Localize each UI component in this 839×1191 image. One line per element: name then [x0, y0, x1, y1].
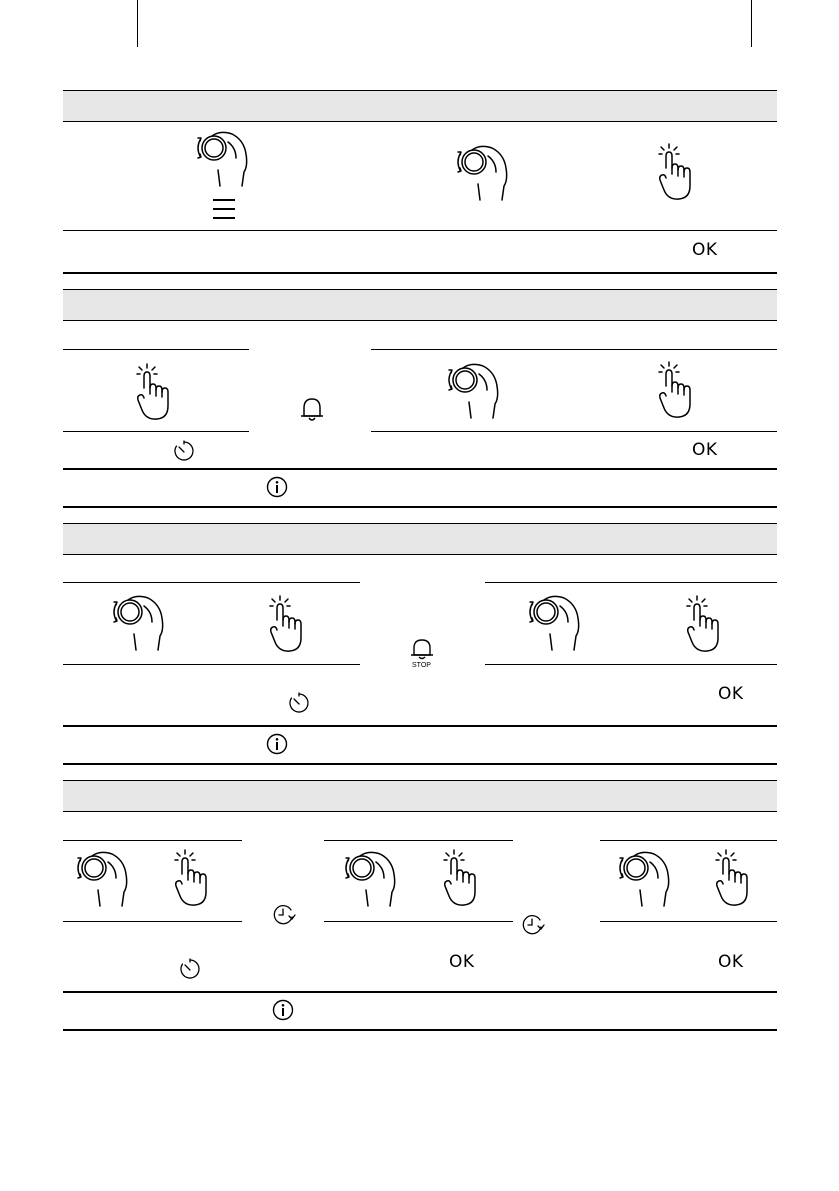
crop-mark-right: [751, 0, 752, 47]
section-2-row-rule: [371, 349, 777, 350]
menu-icon: [212, 198, 236, 220]
clock-forward-icon: [272, 904, 296, 926]
section-4-rule: [63, 991, 777, 993]
hand-turning-knob-icon: [72, 846, 132, 908]
hand-turning-knob-icon: [614, 846, 674, 908]
hand-press-icon: [263, 596, 311, 654]
hand-press-icon: [652, 362, 700, 420]
hand-press-icon: [680, 596, 728, 654]
hand-press-icon: [652, 144, 700, 202]
section-2-rule: [63, 468, 777, 470]
hand-turning-knob-icon: [524, 590, 584, 652]
ok-button-label: OK: [449, 952, 475, 972]
info-icon: [266, 476, 288, 498]
info-icon: [266, 733, 288, 755]
section-1-bottom-rule: [63, 272, 777, 274]
section-1-divider: [63, 230, 777, 231]
timer-icon: [288, 692, 310, 714]
section-2-header: [63, 289, 777, 321]
section-3-row-rule: [63, 582, 360, 583]
section-4-row-rule: [63, 840, 242, 841]
section-3-header: [63, 523, 777, 555]
timer-icon: [173, 440, 195, 462]
ok-button-label: OK: [692, 440, 718, 460]
hand-turning-knob-icon: [192, 126, 252, 188]
section-4-icon-row-bottom: [324, 921, 513, 922]
hand-turning-knob-icon: [108, 590, 168, 652]
section-2-row-rule: [63, 349, 249, 350]
section-4-row-rule: [600, 840, 777, 841]
hand-turning-knob-icon: [340, 846, 400, 908]
crop-mark-left: [137, 0, 138, 47]
section-2-icon-row-bottom: [63, 431, 249, 432]
hand-press-icon: [130, 364, 178, 422]
section-3-icon-row-bottom: [63, 664, 360, 665]
timer-icon: [179, 958, 201, 980]
section-2-icon-row-bottom: [371, 431, 777, 432]
hand-turning-knob-icon: [452, 140, 512, 202]
section-3-bottom-rule: [63, 763, 777, 765]
section-4-row-rule: [324, 840, 513, 841]
ok-button-label: OK: [718, 952, 744, 972]
hand-press-icon: [437, 850, 485, 908]
section-4-bottom-rule: [63, 1029, 777, 1031]
section-2-bottom-rule: [63, 506, 777, 508]
section-4-header: [63, 780, 777, 812]
ok-button-label: OK: [718, 684, 744, 704]
info-icon: [272, 999, 294, 1021]
section-4-icon-row-bottom: [63, 921, 242, 922]
hand-turning-knob-icon: [443, 358, 503, 420]
hand-press-icon: [168, 850, 216, 908]
bell-icon: [300, 396, 324, 422]
clock-forward-icon: [521, 914, 545, 936]
section-3-rule: [63, 725, 777, 727]
section-1-header: [63, 90, 777, 122]
bell-stop-icon: [410, 638, 434, 662]
section-3-row-rule: [485, 582, 777, 583]
section-4-icon-row-bottom: [600, 921, 777, 922]
hand-press-icon: [709, 850, 757, 908]
stop-label: STOP: [412, 662, 431, 669]
ok-button-label: OK: [692, 240, 718, 260]
section-3-icon-row-bottom: [485, 664, 777, 665]
